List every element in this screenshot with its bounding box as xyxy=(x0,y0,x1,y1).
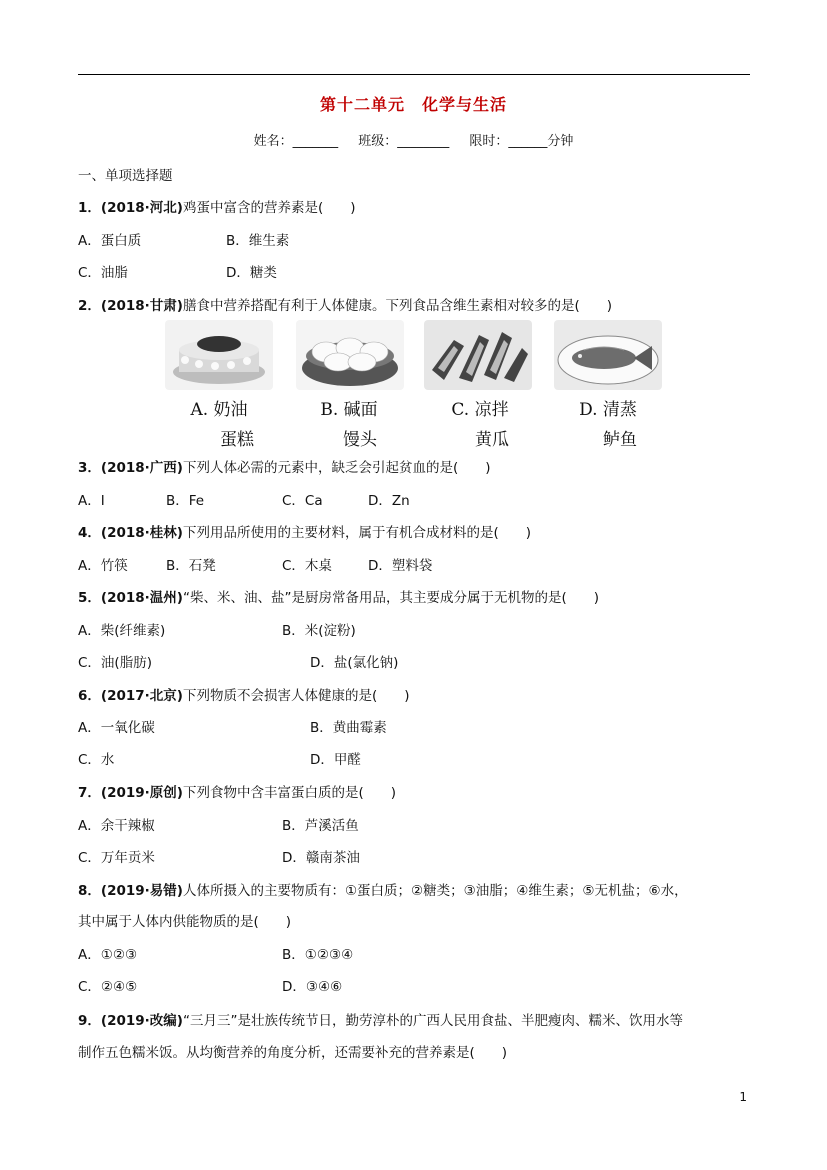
caption-b-line2: 馒头 xyxy=(343,430,377,450)
question-source: (2019·原创) xyxy=(100,785,183,801)
question-text: “柴、米、油、盐”是厨房常备用品，其主要成分属于无机物的是( ) xyxy=(182,590,599,606)
name-field: 姓名：_______ xyxy=(253,134,339,149)
question-7 xyxy=(78,781,396,801)
caption-d-line1: D. 清蒸 xyxy=(579,400,637,420)
option: A．①②③ xyxy=(78,947,138,963)
option: D．糖类 xyxy=(226,265,277,281)
question-number: 5． xyxy=(78,590,101,606)
option: C．万年贡米 xyxy=(78,850,155,866)
question-number: 4． xyxy=(78,525,101,541)
class-field: 班级：________ xyxy=(358,134,450,149)
option: D．③④⑥ xyxy=(282,979,343,995)
option: D．盐(氯化钠) xyxy=(310,655,399,671)
option: B．①②③④ xyxy=(282,947,354,963)
option: B．黄曲霉素 xyxy=(310,720,387,736)
option: A．I xyxy=(78,493,105,509)
option: A．一氧化碳 xyxy=(78,720,155,736)
option: B．石凳 xyxy=(166,558,216,574)
option: C．水 xyxy=(78,752,115,768)
question-source: (2018·甘肃) xyxy=(100,298,183,314)
question-3 xyxy=(78,456,491,476)
cake-image xyxy=(165,320,273,390)
caption-a-line2: 蛋糕 xyxy=(220,430,254,450)
caption-c-line2: 黄瓜 xyxy=(475,430,509,450)
steamed-fish-image xyxy=(554,320,662,390)
caption-a-line1: A. 奶油 xyxy=(190,400,248,420)
caption-b-line1: B. 碱面 xyxy=(320,400,378,420)
question-number: 7． xyxy=(78,785,101,801)
option: A．竹筷 xyxy=(78,558,128,574)
question-8 xyxy=(78,879,688,899)
caption-c-line1: C. 凉拌 xyxy=(451,400,509,420)
option: D．赣南茶油 xyxy=(282,850,360,866)
time-field: 限时：______分钟 xyxy=(469,134,574,149)
option: C．木桌 xyxy=(282,558,332,574)
question-6 xyxy=(78,684,410,704)
option: A．蛋白质 xyxy=(78,233,142,249)
question-2 xyxy=(78,294,612,314)
question-number: 1． xyxy=(78,200,101,216)
question-9 xyxy=(78,1009,683,1029)
question-source: (2018·河北) xyxy=(100,200,183,216)
question-number: 8． xyxy=(78,883,101,899)
option: C．Ca xyxy=(282,493,323,509)
question-source: (2017·北京) xyxy=(100,688,183,704)
question-text: 膳食中营养搭配有利于人体健康。下列食品含维生素相对较多的是( ) xyxy=(182,298,612,314)
steamed-bun-image xyxy=(296,320,404,390)
page-title: 第十二单元 化学与生活 xyxy=(319,95,507,114)
question-4 xyxy=(78,521,531,541)
question-text: 人体所摄入的主要物质有：①蛋白质；②糖类；③油脂；④维生素；⑤无机盐；⑥水， xyxy=(182,883,688,899)
option: B．维生素 xyxy=(226,233,290,249)
question-number: 6． xyxy=(78,688,101,704)
header-rule xyxy=(78,74,750,75)
question-source: (2018·广西) xyxy=(100,460,183,476)
student-info xyxy=(0,130,827,149)
option: B．米(淀粉) xyxy=(282,623,356,639)
option: A．余干辣椒 xyxy=(78,818,155,834)
option: D．Zn xyxy=(368,493,410,509)
question-source: (2018·桂林) xyxy=(100,525,183,541)
question-text: 下列人体必需的元素中，缺乏会引起贫血的是( ) xyxy=(182,460,491,476)
question-text: “三月三”是壮族传统节日，勤劳淳朴的广西人民用食盐、半肥瘦肉、糯米、饮用水等 xyxy=(182,1013,683,1029)
question-8-continued: 其中属于人体内供能物质的是( ) xyxy=(78,914,292,930)
question-source: (2019·易错) xyxy=(100,883,183,899)
question-number: 9． xyxy=(78,1013,101,1029)
option: C．②④⑤ xyxy=(78,979,138,995)
question-1 xyxy=(78,196,356,216)
option: C．油脂 xyxy=(78,265,128,281)
question-source: (2018·温州) xyxy=(100,590,183,606)
option: D．甲醛 xyxy=(310,752,361,768)
question-text: 下列物质不会损害人体健康的是( ) xyxy=(182,688,410,704)
question-9-continued: 制作五色糯米饭。从均衡营养的角度分析，还需要补充的营养素是( ) xyxy=(78,1045,508,1061)
option: B．Fe xyxy=(166,493,205,509)
question-source: (2019·改编) xyxy=(100,1013,183,1029)
page-number: 1 xyxy=(739,1090,747,1104)
question-text: 鸡蛋中富含的营养素是( ) xyxy=(182,200,356,216)
question-number: 3． xyxy=(78,460,101,476)
section-heading: 一、单项选择题 xyxy=(78,168,173,184)
option: C．油(脂肪) xyxy=(78,655,152,671)
option: B．芦溪活鱼 xyxy=(282,818,359,834)
option: A．柴(纤维素) xyxy=(78,623,166,639)
question-text: 下列用品所使用的主要材料，属于有机合成材料的是( ) xyxy=(182,525,531,541)
option: D．塑料袋 xyxy=(368,558,433,574)
cucumber-image xyxy=(424,320,532,390)
question-5 xyxy=(78,586,599,606)
question-text: 下列食物中含丰富蛋白质的是( ) xyxy=(182,785,396,801)
question-number: 2． xyxy=(78,298,101,314)
caption-d-line2: 鲈鱼 xyxy=(603,430,637,450)
